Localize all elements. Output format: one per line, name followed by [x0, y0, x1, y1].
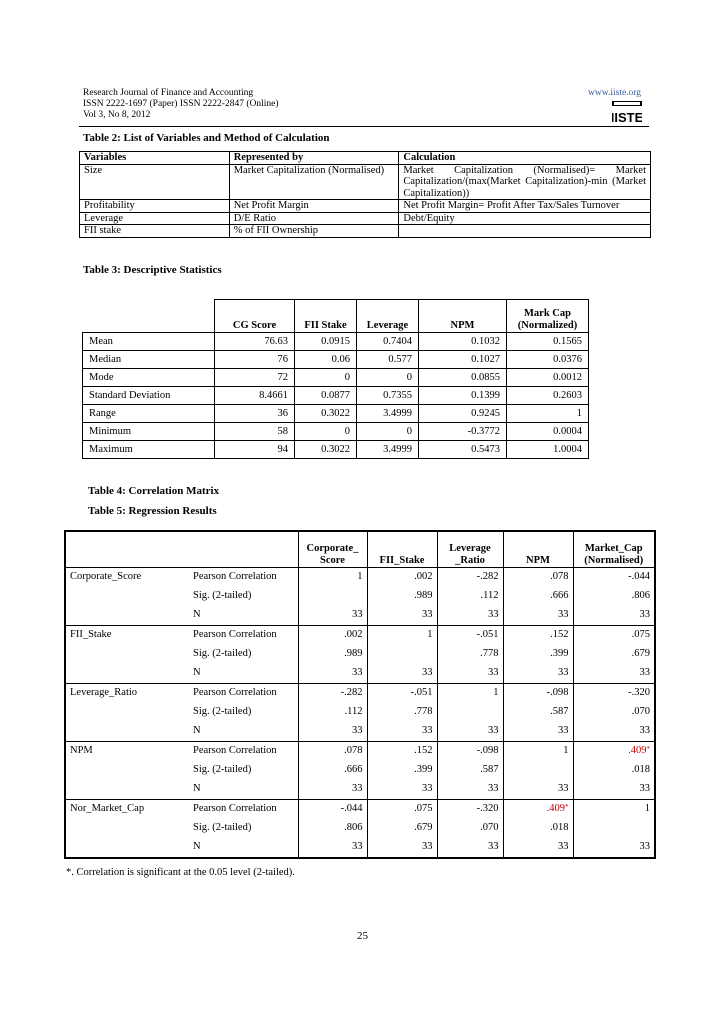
- t5-cell: 33: [367, 722, 437, 742]
- t5-cell: 33: [503, 722, 573, 742]
- table2-caption: Table 2: List of Variables and Method of Calculation: [83, 132, 330, 144]
- t5-cell: [367, 645, 437, 664]
- t5-cell: -.051: [367, 683, 437, 703]
- t5-cell: -.044: [573, 567, 655, 587]
- t5-variable-label: [65, 780, 189, 800]
- t5-cell: 33: [573, 606, 655, 626]
- t5-stat-label: Pearson Correlation: [193, 571, 277, 582]
- t5-row: [65, 567, 655, 587]
- t5-variable-label: [65, 606, 189, 626]
- t5-variable-label: [65, 819, 189, 838]
- t5-stat-label: Pearson Correlation: [189, 683, 298, 703]
- t3-row-label: Median: [83, 351, 215, 369]
- t3-row: [83, 351, 589, 369]
- t5-variable-label: Leverage_Ratio: [65, 683, 189, 703]
- t5-cell: 33: [437, 722, 503, 742]
- t3-corner: [83, 300, 215, 333]
- t2-cell: Net Profit Margin: [229, 200, 399, 213]
- t3-row: [83, 387, 589, 405]
- t3-cell: 0.7404: [357, 333, 419, 351]
- t5-cell: 33: [437, 606, 503, 626]
- t3-cell: 0.0877: [295, 387, 357, 405]
- t3-row: [83, 441, 589, 459]
- t3-cell: 0.1027: [419, 351, 507, 369]
- t3-row-label: Maximum: [83, 441, 215, 459]
- t5-cell: -.098: [503, 683, 573, 703]
- t5-cell: 33: [298, 606, 367, 626]
- t5-cell: .399: [367, 761, 437, 780]
- iiste-logo: [612, 101, 642, 125]
- t3-cell: 72: [215, 369, 295, 387]
- table3-caption: Table 3: Descriptive Statistics: [83, 264, 222, 276]
- t3-row-label: Mode: [83, 369, 215, 387]
- t5-variable-label: [65, 838, 189, 858]
- t3-cell: 0: [295, 423, 357, 441]
- t3-cell: 0.7355: [357, 387, 419, 405]
- t5-cell: .078: [298, 741, 367, 761]
- t5-cell: 33: [298, 780, 367, 800]
- t5-cell: 33: [437, 838, 503, 858]
- t3-cell: 0.06: [295, 351, 357, 369]
- t3-row: [83, 333, 589, 351]
- t5-cell: 1: [573, 799, 655, 819]
- t5-variable-label: [65, 664, 189, 684]
- t5-cell: .002: [298, 625, 367, 645]
- t5-cell: 33: [573, 664, 655, 684]
- t5-cell: .070: [573, 703, 655, 722]
- t5-cell: .666: [503, 587, 573, 606]
- t5-cell: 33: [503, 780, 573, 800]
- t3-row-label: Mean: [83, 333, 215, 351]
- t2-header-variables: Variables: [80, 152, 230, 165]
- t5-cell: 33: [367, 780, 437, 800]
- t5-cell: 33: [573, 838, 655, 858]
- t5-row: [65, 587, 655, 606]
- t5-stat-label: Sig. (2-tailed): [193, 706, 252, 717]
- t3-cell: 0: [357, 369, 419, 387]
- t5-cell: -.051: [437, 625, 503, 645]
- t3-cell: 1: [507, 405, 589, 423]
- t3-cell: 0: [295, 369, 357, 387]
- t3-cell: 3.4999: [357, 441, 419, 459]
- t5-row: [65, 741, 655, 761]
- t3-row: [83, 369, 589, 387]
- t3-header: Mark Cap (Normalized): [507, 300, 589, 333]
- t5-row: [65, 683, 655, 703]
- t5-cell: 33: [367, 838, 437, 858]
- t5-variable-label: [65, 761, 189, 780]
- t5-cell: 33: [503, 838, 573, 858]
- t3-cell: 0.1565: [507, 333, 589, 351]
- t5-cell: .112: [437, 587, 503, 606]
- t3-cell: 1.0004: [507, 441, 589, 459]
- t3-cell: 0.1032: [419, 333, 507, 351]
- page-number: 25: [357, 930, 368, 942]
- t5-cell: .399: [503, 645, 573, 664]
- t5-header: Market_Cap (Normalised): [573, 531, 655, 567]
- t5-cell: .679: [367, 819, 437, 838]
- volume: Vol 3, No 8, 2012: [83, 110, 151, 120]
- t3-header: Leverage: [357, 300, 419, 333]
- t5-stat-label: N: [193, 725, 201, 736]
- t5-variable-label: NPM: [65, 741, 189, 761]
- t5-variable-label: [65, 722, 189, 742]
- t2-cell: Profitability: [80, 200, 230, 213]
- t5-cell: -.044: [298, 799, 367, 819]
- t5-cell: .409*: [503, 799, 573, 819]
- t3-cell: 0.9245: [419, 405, 507, 423]
- t5-stat-label: Sig. (2-tailed): [193, 648, 252, 659]
- t5-stat-label: N: [193, 841, 201, 852]
- t3-cell: 0.1399: [419, 387, 507, 405]
- t3-cell: 0.5473: [419, 441, 507, 459]
- t5-cell: .778: [367, 703, 437, 722]
- t2-cell: % of FII Ownership: [229, 225, 399, 238]
- t5-row: [65, 819, 655, 838]
- t5-variable-label: [65, 645, 189, 664]
- t5-cell: -.098: [437, 741, 503, 761]
- t5-corner: [189, 531, 298, 567]
- t5-cell: [437, 703, 503, 722]
- t5-cell: .070: [437, 819, 503, 838]
- t3-cell: 94: [215, 441, 295, 459]
- t5-cell: .989: [298, 645, 367, 664]
- t5-cell: 33: [298, 838, 367, 858]
- t5-cell: .112: [298, 703, 367, 722]
- t3-row-label: Minimum: [83, 423, 215, 441]
- t2-cell: D/E Ratio: [229, 212, 399, 225]
- t3-row: [83, 423, 589, 441]
- table3: [82, 299, 589, 459]
- t3-cell: 76.63: [215, 333, 295, 351]
- t5-stat-label: N: [193, 609, 201, 620]
- t5-row: [65, 838, 655, 858]
- t5-cell: .075: [573, 625, 655, 645]
- t2-cell: Debt/Equity: [399, 212, 651, 225]
- t5-stat-label: N: [193, 783, 201, 794]
- t3-cell: 36: [215, 405, 295, 423]
- t3-cell: 0.577: [357, 351, 419, 369]
- t5-variable-label: Nor_Market_Cap: [65, 799, 189, 819]
- t3-cell: 0.0855: [419, 369, 507, 387]
- t2-cell: Leverage: [80, 212, 230, 225]
- logo-text: IISTE: [612, 110, 642, 125]
- t2-cell: Market Capitalization (Normalised): [229, 164, 399, 200]
- t5-cell: 33: [503, 664, 573, 684]
- t5-cell: .989: [367, 587, 437, 606]
- t5-header: FII_Stake: [367, 531, 437, 567]
- table5-footnote: *. Correlation is significant at the 0.05 level (2-tailed).: [66, 867, 295, 878]
- t5-cell: .679: [573, 645, 655, 664]
- t5-row: [65, 645, 655, 664]
- t3-cell: 0.3022: [295, 405, 357, 423]
- t5-row: [65, 722, 655, 742]
- t2-cell: Market Capitalization (Normalised)= Market Capitalization/(max(Market Capitalization)-min (Market Capitalization)): [399, 164, 651, 200]
- t5-cell: 33: [298, 722, 367, 742]
- t5-row: [65, 761, 655, 780]
- t5-row: [65, 664, 655, 684]
- t5-cell: 1: [367, 625, 437, 645]
- t5-cell: 1: [298, 567, 367, 587]
- table5-caption: Table 5: Regression Results: [88, 505, 217, 517]
- t5-cell: [503, 761, 573, 780]
- t3-cell: 3.4999: [357, 405, 419, 423]
- t3-cell: 0.0012: [507, 369, 589, 387]
- t5-cell: 33: [503, 606, 573, 626]
- t5-cell: .409*: [573, 741, 655, 761]
- t5-row: [65, 780, 655, 800]
- t5-stat-label: Pearson Correlation: [189, 741, 298, 761]
- t2-header-calculation: Calculation: [399, 152, 651, 165]
- t5-header: Corporate_ Score: [298, 531, 367, 567]
- t3-row: [83, 405, 589, 423]
- t3-cell: -0.3772: [419, 423, 507, 441]
- t5-header: Leverage _Ratio: [437, 531, 503, 567]
- t2-cell: Net Profit Margin= Profit After Tax/Sales Turnover: [399, 200, 651, 213]
- t5-stat-label: Sig. (2-tailed): [193, 764, 252, 775]
- t5-cell: 33: [437, 664, 503, 684]
- t5-cell: .152: [503, 625, 573, 645]
- t5-cell: .018: [573, 761, 655, 780]
- header-rule: [79, 126, 649, 127]
- t5-cell: [573, 819, 655, 838]
- table2: [79, 151, 651, 238]
- t5-stat-label: N: [193, 667, 201, 678]
- t5-variable-label: Corporate_Score: [70, 571, 142, 582]
- t5-row: [65, 799, 655, 819]
- t2-cell: FII stake: [80, 225, 230, 238]
- t5-cell: 33: [367, 606, 437, 626]
- t3-row-label: Range: [83, 405, 215, 423]
- t5-cell: .002: [367, 567, 437, 587]
- t5-stat-label: Sig. (2-tailed): [193, 590, 252, 601]
- t5-variable-label: FII_Stake: [65, 625, 189, 645]
- t5-cell: [298, 587, 367, 606]
- t3-cell: 0.2603: [507, 387, 589, 405]
- t3-header: FII Stake: [295, 300, 357, 333]
- t5-cell: 1: [503, 741, 573, 761]
- t5-row: [65, 625, 655, 645]
- t5-cell: 1: [437, 683, 503, 703]
- journal-url[interactable]: www.iiste.org: [588, 88, 642, 98]
- t3-header: CG Score: [215, 300, 295, 333]
- issn: ISSN 2222-1697 (Paper) ISSN 2222-2847 (Online): [83, 99, 279, 109]
- t2-cell: Size: [80, 164, 230, 200]
- t5-cell: 33: [367, 664, 437, 684]
- t5-cell: 33: [437, 780, 503, 800]
- t5-cell: .806: [298, 819, 367, 838]
- t2-header-represented: Represented by: [229, 152, 399, 165]
- t5-cell: .075: [367, 799, 437, 819]
- t5-stat-label: Pearson Correlation: [189, 625, 298, 645]
- t5-cell: -.282: [298, 683, 367, 703]
- journal-name: Research Journal of Finance and Accounting: [83, 88, 254, 98]
- t5-cell: .666: [298, 761, 367, 780]
- table5: [64, 530, 656, 859]
- t5-cell: 33: [573, 722, 655, 742]
- t5-cell: .587: [437, 761, 503, 780]
- t3-header: NPM: [419, 300, 507, 333]
- t3-cell: 0.0004: [507, 423, 589, 441]
- t5-cell: 33: [298, 664, 367, 684]
- t3-cell: 0.3022: [295, 441, 357, 459]
- t3-cell: 76: [215, 351, 295, 369]
- t5-row: [65, 703, 655, 722]
- t5-cell: -.320: [573, 683, 655, 703]
- t5-cell: .018: [503, 819, 573, 838]
- t3-row-label: Standard Deviation: [83, 387, 215, 405]
- t3-cell: 0: [357, 423, 419, 441]
- table4-caption: Table 4: Correlation Matrix: [88, 485, 220, 497]
- t5-cell: .806: [573, 587, 655, 606]
- t5-stat-label: Pearson Correlation: [189, 799, 298, 819]
- t5-cell: .152: [367, 741, 437, 761]
- t5-variable-label: [65, 587, 189, 606]
- t5-cell: 33: [573, 780, 655, 800]
- t5-cell: -.282: [437, 567, 503, 587]
- t5-cell: .587: [503, 703, 573, 722]
- t3-cell: 0.0915: [295, 333, 357, 351]
- t5-cell: .078: [503, 567, 573, 587]
- t3-cell: 58: [215, 423, 295, 441]
- t3-cell: 0.0376: [507, 351, 589, 369]
- t5-stat-label: Sig. (2-tailed): [193, 822, 252, 833]
- t2-cell: [399, 225, 651, 238]
- t5-header: NPM: [503, 531, 573, 567]
- t3-cell: 8.4661: [215, 387, 295, 405]
- t5-cell: -.320: [437, 799, 503, 819]
- t5-row: [65, 606, 655, 626]
- t5-cell: .778: [437, 645, 503, 664]
- t5-variable-label: [65, 703, 189, 722]
- t5-corner: [65, 531, 189, 567]
